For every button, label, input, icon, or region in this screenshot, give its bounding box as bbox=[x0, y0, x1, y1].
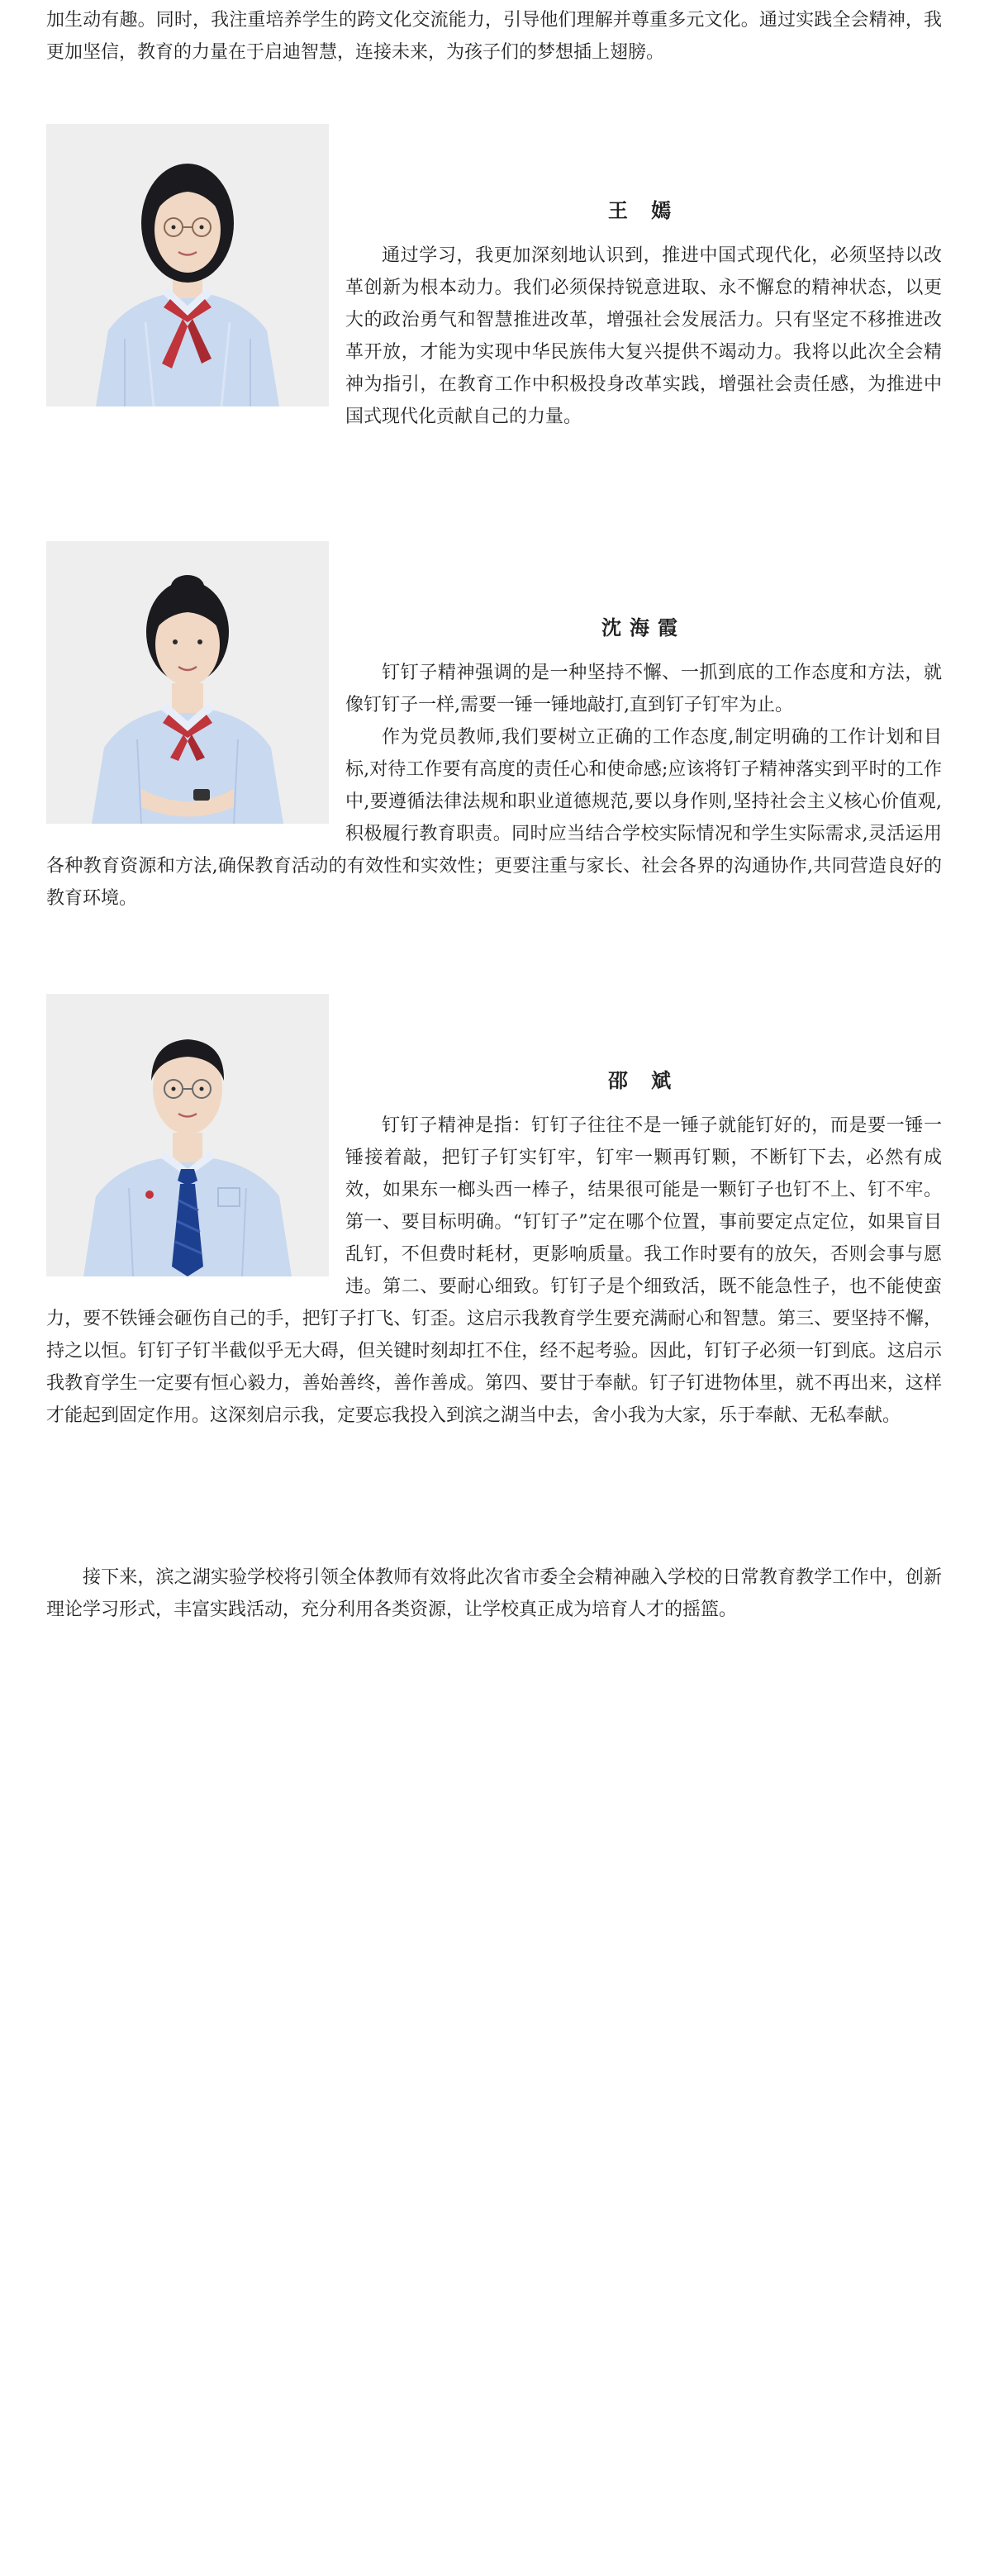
teacher-section-shen bbox=[46, 541, 942, 915]
teacher-paragraph-shen-1: 钉钉子精神强调的是一种坚持不懈、一抓到底的工作态度和方法，就像钉钉子一样,需要一锤一锤地敲打,直到钉子钉牢为止。 bbox=[345, 663, 942, 715]
teacher-photo-wang bbox=[46, 124, 329, 406]
teacher-name-wang: 王 嫣 bbox=[607, 198, 680, 222]
teacher-photo-shen bbox=[46, 541, 329, 824]
teacher-name-shen: 沈海霞 bbox=[601, 615, 686, 639]
teacher-section-shao bbox=[46, 994, 942, 1432]
teacher-paragraph-shen-2: 作为党员教师,我们要树立正确的工作态度,制定明确的工作计划和目标,对待工作要有高度的责任心和使命感;应该将钉子精神落实到平时的工作中,要遵循法律法规和职业道德规范,要以身作则,坚持社会主义核心价值观,积极履行教育职责。同时应当结合学校实际情况和学生实际需求,灵活运用各种教育资源和方法,确保教育活动的有效性和实效性；更要注重与家长、社会各界的沟通协作,共同营造良好的教育环境。 bbox=[46, 727, 942, 909]
closing-paragraph: 接下来，滨之湖实验学校将引领全体教师有效将此次省市委全会精神融入学校的日常教育教学工作中，创新理论学习形式，丰富实践活动，充分利用各类资源，让学校真正成为培育人才的摇篮。 bbox=[46, 1567, 942, 1620]
teacher-photo-shao bbox=[46, 994, 329, 1276]
teacher-paragraph-shao: 钉钉子精神是指：钉钉子往往不是一锤子就能钉好的，而是要一锤一锤接着敲，把钉子钉实钉牢，钉牢一颗再钉颗，不断钉下去，必然有成效，如果东一榔头西一棒子，结果很可能是一颗钉子也钉不上、钉不牢。第一、要目标明确。“钉钉子”定在哪个位置，事前要定点定位，如果盲目乱钉，不但费时耗材，更影响质量。我工作时要有的放矢，否则会事与愿违。第二、要耐心细致。钉钉子是个细致活，既不能急性子，也不能使蛮力，要不铁锤会砸伤自己的手，把钉子打飞、钉歪。这启示我教育学生要充满耐心和智慧。第三、要坚持不懈，持之以恒。钉钉子钉半截似乎无大碍，但关键时刻却扛不住，经不起考验。因此，钉钉子必须一钉到底。这启示我教育学生一定要有恒心毅力，善始善终，善作善成。第四、要甘于奉献。钉子钉进物体里，就不再出来，这样才能起到固定作用。这深刻启示我，定要忘我投入到滨之湖当中去，舍小我为大家，乐于奉献、无私奉献。 bbox=[46, 1115, 942, 1426]
intro-paragraph: 加生动有趣。同时，我注重培养学生的跨文化交流能力，引导他们理解并尊重多元文化。通过实践全会精神，我更加坚信，教育的力量在于启迪智慧，连接未来，为孩子们的梦想插上翅膀。 bbox=[46, 10, 942, 63]
teacher-paragraph-wang: 通过学习，我更加深刻地认识到，推进中国式现代化，必须坚持以改革创新为根本动力。我们必须保持锐意进取、永不懈怠的精神状态，以更大的政治勇气和智慧推进改革，增强社会发展活力。只有坚定不移推进改革开放，才能为实现中华民族伟大复兴提供不竭动力。我将以此次全会精神为指引，在教育工作中积极投身改革实践，增强社会责任感，为推进中国式现代化贡献自己的力量。 bbox=[345, 245, 942, 427]
teacher-section-wang bbox=[46, 124, 942, 433]
teacher-name-shao: 邵 斌 bbox=[607, 1068, 680, 1092]
